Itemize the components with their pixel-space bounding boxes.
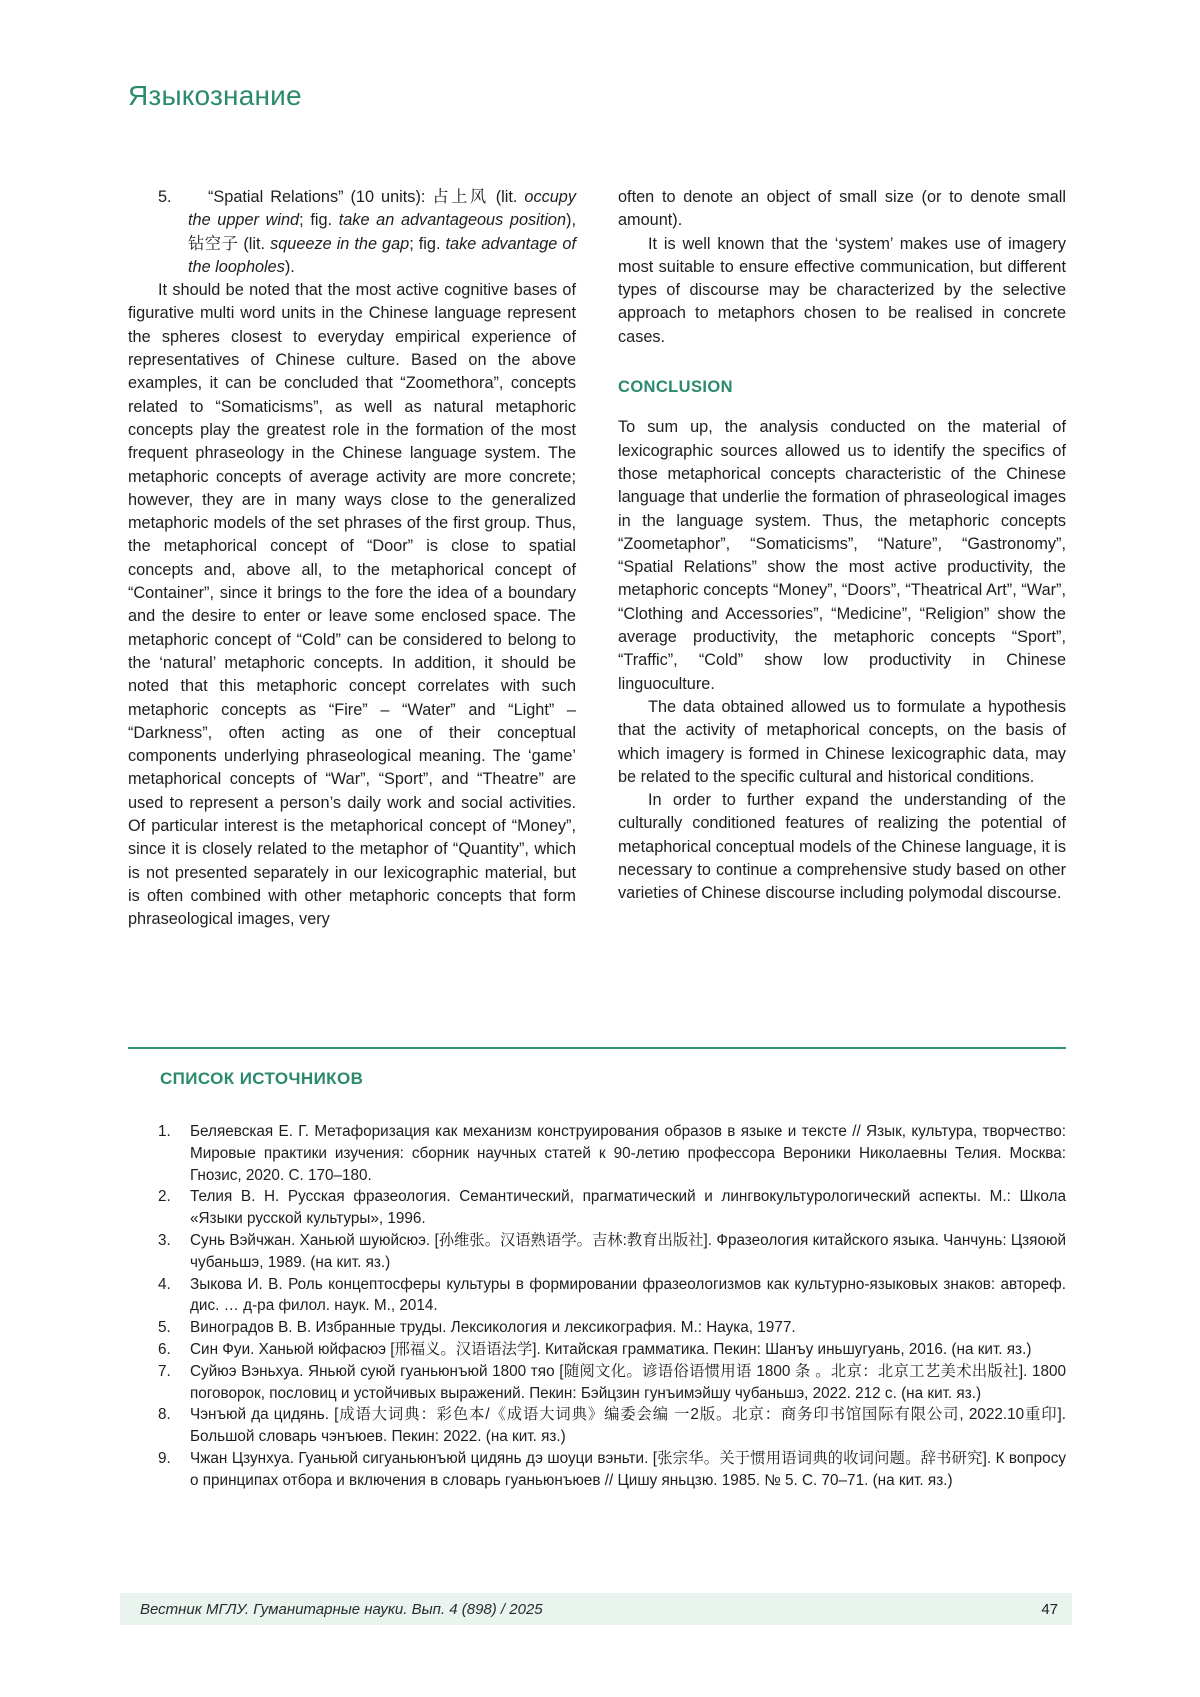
reference-item [128, 1361, 1066, 1405]
sources-divider [128, 1047, 1066, 1049]
conclusion-heading: CONCLUSION [618, 378, 733, 397]
reference-number: 5. [158, 1319, 171, 1337]
reference-item [128, 1186, 1066, 1230]
reference-number: 9. [158, 1449, 171, 1467]
reference-item [128, 1121, 1066, 1186]
references-list [128, 1121, 1066, 1492]
reference-number: 6. [158, 1340, 171, 1358]
body-paragraph: It is well known that the ‘system’ makes use of imagery most suitable to ensure effective communication, but different types of discourse may be characterized by the selective approach to metaphors chosen to be realised in concrete cases. [618, 234, 1066, 346]
reference-text: Зыкова И. В. Роль концептосферы культуры в формировании фразеологизмов как культурно-языковых знаков: автореф. дис. … д-ра филол. наук. М., 2014. [190, 1275, 1066, 1315]
reference-number: 2. [158, 1188, 171, 1206]
footer-page-number: 47 [1041, 1600, 1058, 1618]
reference-item [128, 1339, 1066, 1361]
reference-item [128, 1404, 1066, 1448]
conclusion-paragraph: The data obtained allowed us to formulate a hypothesis that the activity of metaphorical concepts, on the basis of which imagery is formed in Chinese lexicographic data, may be related to the specific cultural and historical conditions. [618, 697, 1066, 786]
reference-number: 1. [158, 1123, 171, 1140]
reference-item [128, 1317, 1066, 1339]
body-paragraph: It should be noted that the most active cognitive bases of figurative multi word units in the Chinese language represent the spheres closest to everyday empirical experience of representatives of Chinese culture. Based on the above examples, it can be concluded that “Zoomethora”, concepts related to “Somaticisms”, as well as natural metaphoric concepts play the greatest role in the formation of the most frequent phraseology in the Chinese language system. The metaphoric concepts of average activity are more concrete; however, they are in many ways close to the generalized metaphoric models of the set phrases of the first group. Thus, the metaphorical concept of “Door” is close to spatial concepts and, above all, to the metaphorical concept of “Container”, since it brings to the fore the idea of a boundary and the desire to enter or leave some enclosed space. The metaphoric concept of “Cold” can be considered to belong to the ‘natural’ metaphoric concepts. In addition, it should be noted that this metaphoric concept correlates with such metaphoric concepts as “Fire” – “Water” and “Light” – “Darkness”, often acting as one of their conceptual components underlying phraseological meaning. The ‘game’ metaphorical concepts of “War”, “Sport”, and “Theatre” are used to represent a person’s daily work and social activities. Of particular interest is the metaphorical concept of “Money”, since it is closely related to the metaphor of “Quantity”, which is not presented separately in our lexicographic material, but is often combined with other metaphoric concepts that form phraseological images, very [128, 281, 576, 929]
reference-item [128, 1274, 1066, 1318]
reference-text: Беляевская Е. Г. Метафоризация как механизм конструирования образов в языке и тексте // Язык, культура, творчество: Мировые практики изучения: сборник научных статей к 90-летию профессора Вероники Николаевны Телия. Москва: Гнозис, 2020. С. 170–180. [190, 1123, 1066, 1184]
reference-number: 4. [158, 1275, 171, 1293]
conclusion-paragraph: In order to further expand the understanding of the culturally conditioned features of realizing the potential of metaphorical conceptual models of the Chinese language, it is necessary to continue a comprehensive study based on other varieties of Chinese discourse including polymodal discourse. [618, 791, 1067, 903]
body-column-right [618, 186, 1066, 932]
section-header: Языкознание [128, 80, 302, 111]
reference-number: 3. [158, 1231, 171, 1249]
body-column-left [128, 186, 576, 932]
reference-text: Телия В. Н. Русская фразеология. Семантический, прагматический и лингвокультурологический аспекты. М.: Школа «Языки русской культуры», 1996. [190, 1188, 1066, 1228]
footer-bar [120, 1593, 1072, 1625]
reference-number: 7. [158, 1362, 171, 1380]
list-item-5 [128, 186, 576, 279]
reference-text: Виноградов В. В. Избранные труды. Лексикология и лексикография. М.: Наука, 1977. [190, 1319, 796, 1337]
reference-item [128, 1448, 1066, 1492]
reference-number: 8. [158, 1406, 171, 1424]
list-item-text: “Spatial Relations” (10 units): 占上风 (lit. occupy the upper wind; fig. take an advantageous position),钻空子 (lit. squeeze in the gap; fig. take advantage of the loopholes). [188, 188, 576, 276]
article-body [128, 186, 1066, 932]
reference-text: Суйюэ Вэньхуа. Яньюй суюй гуаньюнъюй 1800 тяо [随阅文化。谚语俗语惯用语 1800 条 。北京：北京工艺美术出版社]. 1800 поговорок, пословиц и устойчивых выражений. Пекин: Бэйцзин гунъимэйшу чубаньшэ, 2022. 212 с. (на кит. яз.) [190, 1362, 1066, 1402]
reference-text: Сунь Вэйчжан. Ханьюй шуюйсюэ. [孙维张。汉语熟语学。吉林:教育出版社]. Фразеология китайского языка. Чанчунь: Цзяоюй чубаньшэ, 1989. (на кит. яз.) [190, 1231, 1066, 1271]
conclusion-paragraph: To sum up, the analysis conducted on the material of lexicographic sources allowed us to identify the specifics of those metaphorical concepts characteristic of the Chinese language that underlie the formation of phraseological images in the language system. Thus, the metaphoric concepts “Zoometaphor”, “Somaticisms”, “Nature”, “Gastronomy”, “Spatial Relations” show the most active productivity, the metaphoric concepts “Money”, “Doors”, “Theatrical Art”, “War”, “Clothing and Accessories”, “Medicine”, “Religion” show the average productivity, the metaphoric concepts “Sport”, “Traffic”, “Cold” show low productivity in Chinese linguoculture. [618, 418, 1066, 693]
reference-text: Син Фуи. Ханьюй юйфасюэ [邢福义。汉语语法学]. Китайская грамматика. Пекин: Шанъу иньшугуань, 2016. (на кит. яз.) [190, 1340, 1032, 1358]
reference-text: Чэнъюй да цидянь. [成语大词典：彩色本/《成语大词典》编委会编 一2版。北京：商务印书馆国际有限公司, 2022.10重印]. Большой словарь чэнъюев. Пекин: 2022. (на кит. яз.) [190, 1406, 1066, 1446]
reference-item [128, 1230, 1066, 1274]
footer-journal-title: Вестник МГЛУ. Гуманитарные науки. Вып. 4 (898) / 2025 [140, 1600, 543, 1618]
reference-text: Чжан Цзунхуа. Гуаньюй сигуаньюнъюй цидянь дэ шоуци вэньти. [张宗华。关于惯用语词典的收词问题。辞书研究]. К вопросу о принципах отбора и включения в словарь гуаньюнъюев // Цишу яньцзю. 1985. № 5. С. 70–71. (на кит. яз.) [190, 1449, 1066, 1489]
sources-heading: СПИСОК ИСТОЧНИКОВ [160, 1069, 364, 1088]
continuation-paragraph: often to denote an object of small size (or to denote small amount). [618, 188, 1066, 230]
list-item-number: 5. [158, 188, 172, 206]
